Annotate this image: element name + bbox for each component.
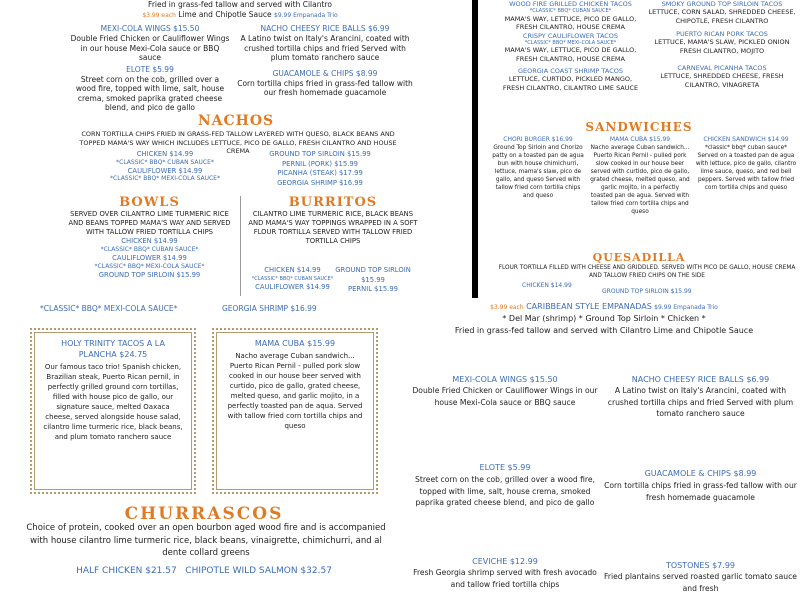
mama-cuba-title: MAMA CUBA $15.99 <box>609 136 671 143</box>
empanada-desc: Fried in grass-fed tallow and served with Cilantro Lime and Chipotle Sauce <box>454 326 754 335</box>
burritos-pernil: PERNIL $15.99 <box>348 285 398 293</box>
bowls-chicken-sauces: *CLASSIC* BBQ* CUBAN SAUCE* <box>100 246 199 253</box>
menu-panel-tacos-sandwiches <box>478 0 800 298</box>
bowls-chicken: CHICKEN $14.99 <box>121 237 178 245</box>
cut-sauce-line: *CLASSIC* BBQ* MEXI-COLA SAUCE* <box>40 304 178 313</box>
guacamole-title-2: GUACAMOLE & CHIPS $8.99 <box>644 469 757 478</box>
taco-sirloin-title: SMOKY GROUND TOP SIRLOIN TACOS <box>661 0 783 8</box>
tostones-desc: Fried plantains served roasted garlic tomato sauce and fresh <box>604 572 797 593</box>
elote-title-2: ELOTE $5.99 <box>479 463 531 472</box>
nachos-desc: CORN TORTILLA CHIPS FRIED IN GRASS-FED TALLOW LAYERED WITH QUESO, BLACK BEANS AND TOPPED MAMA'S WAY WHICH INCLUDES LETTUCE, PICO DE GALLO, FRESH CILANTRO AND HOUSE CREMA <box>79 130 397 155</box>
nachos-cauliflower: CAULIFLOWER $14.99 <box>127 166 203 175</box>
holy-trinity-title: HOLY TRINITY TACOS A LA PLANCHA $24.75 <box>61 339 165 359</box>
nachos-cauliflower-sauces: *CLASSIC* BBQ* MEXI-COLA SAUCE* <box>110 175 220 182</box>
chori-burger-desc: Ground Top Sirloin and Chorizo patty on a toasted pan de agua bun with house chimichurri, lettuce, mama's slaw, pico de gallo, and queso Served with tallow fried corn tortilla chips and queso <box>492 145 584 199</box>
empanada-trio: $9.99 Empanada Trio <box>274 11 338 19</box>
taco-chicken-desc: MAMA'S WAY, LETTUCE, PICO DE GALLO, FRESH CILANTRO, HOUSE CREMA <box>504 14 637 31</box>
burritos-chicken: CHICKEN $14.99 <box>264 266 321 274</box>
churrascos-heading: CHURRASCOS <box>124 504 284 524</box>
guacamole-title: GUACAMOLE & CHIPS $8.99 <box>272 68 378 78</box>
ceviche-desc: Fresh Georgia shrimp served with fresh avocado and tallow fried tortilla chips <box>413 568 597 589</box>
elote-desc: Street corn on the cob, grilled over a wood fire, topped with lime, salt, house crema, smoked paprika grated cheese blend, and pico de gallo <box>75 74 225 112</box>
empanada-trio-price: $9.99 Empanada Trio <box>654 304 718 311</box>
taco-chicken-sauces: *CLASSIC* BBQ* CUBAN SAUCE* <box>529 8 612 14</box>
taco-picanha-desc: LETTUCE, SHREDDED CHEESE, FRESH CILANTRO, VINAGRETA <box>660 72 784 89</box>
chicken-sandwich-title: CHICKEN SANDWICH $14.99 <box>703 136 789 143</box>
wings-desc-2: Double Fried Chicken or Cauliflower Wings in our house Mexi-Cola sauce or BBQ sauce <box>412 386 598 407</box>
holy-trinity-box <box>30 328 196 494</box>
bowls-desc: SERVED OVER CILANTRO LIME TURMERIC RICE AND BEANS TOPPED MAMA'S WAY AND SERVED WITH TALLOW FRIED TORTILLA CHIPS <box>68 210 231 236</box>
menu-panel-appetizers-nachos <box>0 0 472 298</box>
burritos-desc: CILANTRO LIME TURMERIC RICE, BLACK BEANS AND MAMA'S WAY TOPPINGS WRAPPED IN A SOFT FLOUR TORTILLA SERVED WITH TALLOW FRIED TORTILLA CHIPS <box>248 210 418 245</box>
mama-cuba-box-desc: Nacho average Cuban sandwich... Puerto Rican Pernil - pulled pork slow cooked in our house beer served with curtido, pico de gallo, grated cheese, melted queso, and garlic mojito, in a perfectly toasted pan de aqua. Served with tallow fried corn tortilla chips and queso <box>227 352 363 430</box>
wings-desc: Double Fried Chicken or Cauliflower Wings in our house Mexi-Cola sauce or BBQ sauce <box>70 34 230 62</box>
rice-balls-title: NACHO CHEESY RICE BALLS $6.99 <box>260 24 390 33</box>
cut-shrimp-line: GEORGIA SHRIMP $16.99 <box>222 304 317 313</box>
taco-sirloin-desc: LETTUCE, CORN SALAD, SHREDDED CHEESE, CHIPOTLE, FRESH CILANTRO <box>648 8 796 25</box>
wings-title-2: MEXI-COLA WINGS $15.50 <box>452 375 558 384</box>
churrascos-desc: Choice of protein, cooked over an open bourbon aged wood fire and is accompanied with house cilantro lime turmeric rice, black beans, vinaigrette, chimichurri, and al dente collard greens <box>26 523 386 558</box>
taco-pork-desc: LETTUCE, MAMA'S SLAW, PICKLED ONION FRESH CILANTRO, MOJITO <box>654 38 790 55</box>
chori-burger-title: CHORI BURGER $16.99 <box>503 136 573 143</box>
taco-cauliflower-desc: MAMA'S WAY, LETTUCE, PICO DE GALLO, FRESH CILANTRO, HOUSE CREMA <box>504 46 637 63</box>
empanada-cut-line: Fried in grass-fed tallow and served with Cilantro <box>148 0 332 9</box>
empanada-sauce: Lime and Chipotle Sauce <box>178 9 272 19</box>
quesadilla-heading: QUESADILLA <box>592 251 686 264</box>
sandwiches-heading: SANDWICHES <box>585 120 693 134</box>
mama-cuba-box-title: MAMA CUBA $15.99 <box>254 339 336 348</box>
nachos-chicken: CHICKEN $14.99 <box>136 150 194 158</box>
taco-shrimp-desc: LETTUCE, CURTIDO, PICKLED MANGO, FRESH CILANTRO, CILANTRO LIME SAUCE <box>502 75 639 92</box>
nachos-sirloin: GROUND TOP SIRLOIN $15.99 <box>269 150 371 158</box>
empanadas-title: CARIBBEAN STYLE EMPANADAS <box>526 302 652 311</box>
rice-balls-desc-2: A Latino twist on Italy's Arancini, coated with crushed tortilla chips and fried Served with plum tomato ranchero sauce <box>607 386 794 418</box>
bowls-sirloin: GROUND TOP SIRLOIN $15.99 <box>98 271 201 279</box>
elote-title: ELOTE $5.99 <box>126 64 174 74</box>
chicken-sandwich-desc: *classic* bbq* cuban sauce* Served on a toasted pan de agua with lettuce, pico de gallo, cilantro lime sauce, queso, and red bell peppers. Served with tallow fried corn tortilla chips and queso <box>695 145 797 191</box>
tostones-title: TOSTONES $7.99 <box>665 561 735 570</box>
taco-cauliflower-sauces: *CLASSIC* BBQ* MEXI-COLA SAUCE* <box>524 39 617 46</box>
guacamole-desc: Corn tortilla chips fried in grass-fed tallow with our fresh homemade guacamole <box>237 78 413 97</box>
burritos-heading: BURRITOS <box>288 195 378 210</box>
churrascos-items: HALF CHICKEN $21.57 CHIPOTLE WILD SALMON $32.57 <box>76 566 332 576</box>
burritos-cauliflower: CAULIFLOWER $14.99 <box>255 282 330 291</box>
empanada-fillings: * Del Mar (shrimp) * Ground Top Sirloin * Chicken * <box>502 314 706 323</box>
burritos-sirloin: GROUND TOP SIRLOIN $15.99 <box>335 266 411 284</box>
mama-cuba-desc: Nacho average Cuban sandwich... Puerto Rican Pernil - pulled pork slow cooked in our house beer served with curtido, pico de gallo, grated cheese, melted queso, and garlic mojito, in a perfectly toasted pan de agua. Served with tallow fried corn tortilla chips and queso <box>590 145 690 215</box>
taco-picanha-title: CARNEVAL PICANHA TACOS <box>677 64 767 72</box>
taco-pork-title: PUERTO RICAN PORK TACOS <box>676 30 768 38</box>
empanada-price: $3.99 each <box>142 11 176 19</box>
taco-shrimp-title: GEORGIA COAST SHRIMP TACOS <box>517 67 623 75</box>
bowls-heading: BOWLS <box>119 195 180 210</box>
elote-desc-2: Street corn on the cob, grilled over a wood fire, topped with lime, salt, house crema, smoked paprika grated cheese blend, and pico de gallo <box>415 475 595 507</box>
empanada-each-price: $3.99 each <box>490 304 524 311</box>
burritos-chicken-sauces: *CLASSIC* BBQ* CUBAN SAUCE* <box>251 275 334 282</box>
menu-panel-appetizers <box>408 298 800 600</box>
nachos-chicken-sauces: *CLASSIC* BBQ* CUBAN SAUCE* <box>116 158 214 166</box>
taco-cauliflower-title: CRISPY CAULIFLOWER TACOS <box>522 31 619 40</box>
holy-trinity-desc: Our famous taco trio! Spanish chicken, Brazilian steak, Puerto Rican pernil, in perfectly grilled ground corn tortillas, filled with house pico de gallo, our signature sauce, melted Oaxaca cheese, served alongside house salad, cilantro lime turmeric rice, black beans, and plum tomato ranchero sauce <box>43 363 183 441</box>
nachos-heading: NACHOS <box>197 113 275 129</box>
quesadilla-sirloin: GROUND TOP SIRLOIN $15.99 <box>602 288 692 295</box>
bowls-cauliflower-sauces: *CLASSIC* BBQ* MEXI-COLA SAUCE* <box>94 263 205 270</box>
menu-panel-specials-churrascos <box>0 298 408 600</box>
ceviche-title: CEVICHE $12.99 <box>472 557 538 566</box>
quesadilla-desc: FLOUR TORTILLA FILLED WITH CHEESE AND GRIDDLED. SERVED WITH PICO DE GALLO, HOUSE CREMA AND TALLOW FRIED CHIPS ON THE SIDE <box>498 265 796 279</box>
wings-title: MEXI-COLA WINGS $15.50 <box>100 24 200 33</box>
quesadilla-chicken: CHICKEN $14.99 <box>522 282 572 289</box>
mama-cuba-box <box>212 328 378 494</box>
rice-balls-title-2: NACHO CHEESY RICE BALLS $6.99 <box>631 375 770 384</box>
rice-balls-desc: A Latino twist on Italy's Arancini, coated with crushed tortilla chips and fried Served with plum tomato ranchero sauce <box>240 34 410 62</box>
nachos-picanha: PICANHA (STEAK) $17.99 <box>277 169 363 177</box>
taco-chicken-title: WOOD FIRE GRILLED CHICKEN TACOS <box>509 0 632 8</box>
column-divider <box>240 196 241 296</box>
bowls-cauliflower: CAULIFLOWER $14.99 <box>112 254 187 262</box>
nachos-pernil: PERNIL (PORK) $15.99 <box>281 159 359 168</box>
nachos-shrimp: GEORGIA SHRIMP $16.99 <box>277 178 363 187</box>
guacamole-desc-2: Corn tortilla chips fried in grass-fed tallow with our fresh homemade guacamole <box>604 481 797 502</box>
